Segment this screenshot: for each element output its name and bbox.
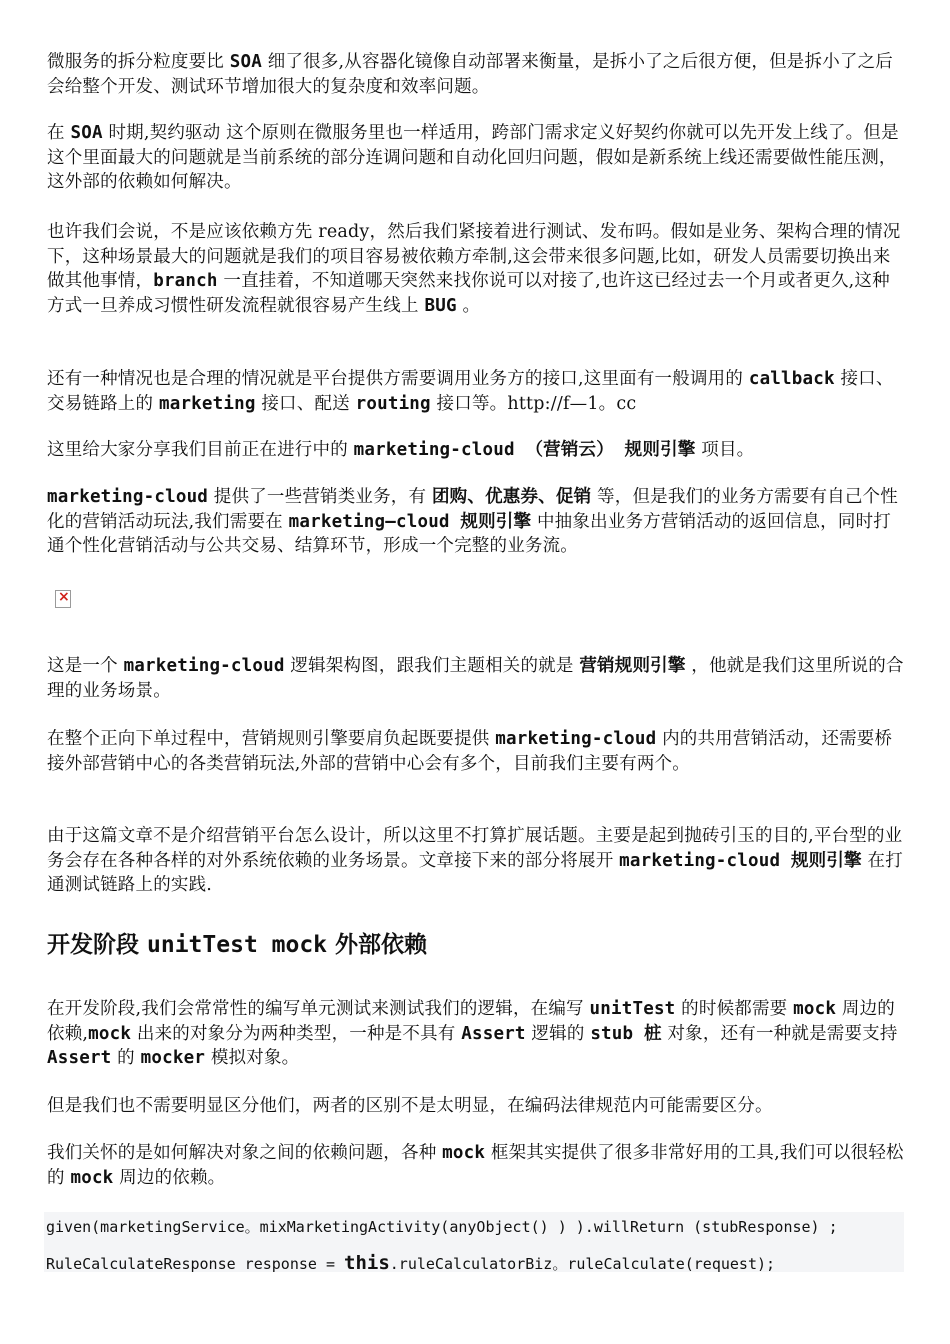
paragraph-platform-callback: 还有一种情况也是合理的情况就是平台提供方需要调用业务方的接口,这里面有一般调用的 callback 接口、交易链路上的 marketing 接口、配送 routing 接口等。http://f—1。cc (47, 369, 894, 414)
paragraph-order-process: 在整个正向下单过程中，营销规则引擎要肩负起既要提供 marketing-cloud 内的共用营销活动，还需要桥接外部营销中心的各类营销玩法,外部的营销中心会有多个，目前我们主要有两个。 (47, 729, 893, 774)
paragraph-dependency-ready: 也许我们会说，不是应该依赖方先 ready，然后我们紧接着进行测试、发布吗。假如是业务、架构合理的情况下，这种场景最大的问题就是我们的项目容易被依赖方牵制,这会带来很多问题,比如，研发人员需要切换出来做其他事情，branch 一直挂着，不知道哪天突然来找你说可以对接了,也许这已经过去一个月或者更久,这种方式一旦养成习惯性研发流程就很容易产生线上 BUG 。 (47, 222, 901, 316)
paragraph-unit-test: 在开发阶段,我们会常常性的编写单元测试来测试我们的逻辑，在编写 unitTest 的时候都需要 mock 周边的依赖,mock 出来的对象分为两种类型，一种是不具有 Assert 逻辑的 stub 桩 对象，还有一种就是需要支持 Assert 的 mocker 模拟对象。 (47, 999, 898, 1068)
keyword-this: this (344, 1252, 390, 1274)
section-heading: 开发阶段 unitTest mock 外部依赖 (47, 931, 428, 958)
code-line-given: given(marketingService。mixMarketingActivity(anyObject() ) ).willReturn (stubResponse) ; (46, 1218, 838, 1236)
paragraph-scope: 由于这篇文章不是介绍营销平台怎么设计，所以这里不打算扩展话题。主要是起到抛砖引玉的目的,平台型的业务会存在各种各样的对外系统依赖的业务场景。文章接下来的部分将展开 marketing-cloud 规则引擎 在打通测试链路上的实践. (47, 826, 903, 895)
paragraph-mock-frameworks: 我们关怀的是如何解决对象之间的依赖问题，各种 mock 框架其实提供了很多非常好用的工具,我们可以很轻松的 mock 周边的依赖。 (47, 1143, 904, 1188)
paragraph-microservice-granularity: 微服务的拆分粒度要比 SOA 细了很多,从容器化镜像自动部署来衡量，是拆小了之后很方便，但是拆小了之后会给整个开发、测试环节增加很大的复杂度和效率问题。 (47, 52, 894, 97)
code-line-calculate: RuleCalculateResponse response = this.ruleCalculatorBiz。ruleCalculate(request); (46, 1252, 776, 1274)
paragraph-stub-vs-mock: 但是我们也不需要明显区分他们，两者的区别不是太明显，在编码法律规范内可能需要区分。 (47, 1096, 773, 1116)
paragraph-project-intro: 这里给大家分享我们目前正在进行中的 marketing-cloud （营销云） 规则引擎 项目。 (47, 440, 755, 460)
paragraph-soa-contract: 在 SOA 时期,契约驱动 这个原则在微服务里也一样适用，跨部门需求定义好契约你就可以先开发上线了。但是这个里面最大的问题就是当前系统的部分连调问题和自动化回归问题，假如是新系统上线还需要做性能压测，这外部的依赖如何解决。 (47, 123, 899, 192)
paragraph-architecture: 这是一个 marketing-cloud 逻辑架构图，跟我们主题相关的就是 营销规则引擎 ，他就是我们这里所说的合理的业务场景。 (47, 656, 904, 701)
paragraph-marketing-cloud: marketing-cloud 提供了一些营销类业务，有 团购、优惠券、促销 等，但是我们的业务方需要有自己个性化的营销活动玩法,我们需要在 marketing—cloud 规则引擎 中抽象出业务方营销活动的返回信息，同时打通个性化营销活动与公共交易、结算环节，形成一个完整的业务流。 (47, 487, 898, 556)
code-block (44, 1212, 904, 1272)
broken-image-icon (55, 590, 71, 608)
